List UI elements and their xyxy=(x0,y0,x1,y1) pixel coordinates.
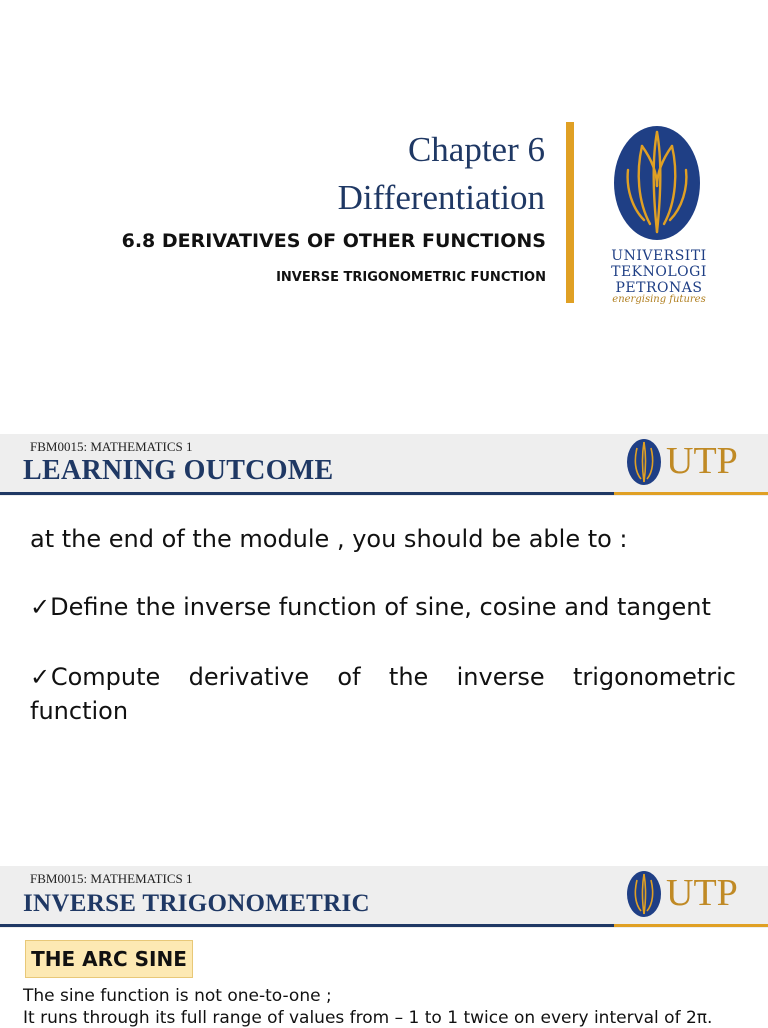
header-rule-blue xyxy=(0,492,614,495)
utp-brand: UTP xyxy=(666,872,738,914)
slide-header-inverse-trig xyxy=(0,866,768,928)
gold-divider xyxy=(566,122,574,303)
course-code: FBM0015: MATHEMATICS 1 xyxy=(30,439,193,454)
utp-small-logo-icon xyxy=(626,870,662,918)
course-code: FBM0015: MATHEMATICS 1 xyxy=(30,871,193,886)
outcome-item: ✓Compute derivative of the inverse trigonometric function xyxy=(30,663,736,725)
slide-heading: INVERSE TRIGONOMETRIC xyxy=(23,890,370,917)
logo-line-petronas: PETRONAS xyxy=(615,280,703,296)
logo-line-teknologi: TEKNOLOGI xyxy=(611,264,707,280)
title-slide xyxy=(0,0,768,420)
subsection-title: INVERSE TRIGONOMETRIC FUNCTION xyxy=(276,270,546,285)
utp-logo-icon xyxy=(612,124,702,242)
utp-brand: UTP xyxy=(666,440,738,482)
body-line: It runs through its full range of values from – 1 to 1 twice on every interval of 2π. xyxy=(23,1008,713,1028)
header-rule-gold xyxy=(614,924,768,927)
slide-heading: LEARNING OUTCOME xyxy=(23,455,334,486)
chapter-title: Chapter 6 xyxy=(407,130,545,169)
section-title: 6.8 DERIVATIVES OF OTHER FUNCTIONS xyxy=(121,230,546,252)
body-line: The sine function is not one-to-one ; xyxy=(23,986,332,1006)
logo-tagline: energising futures xyxy=(612,294,706,305)
logo-line-universiti: UNIVERSITI xyxy=(611,248,707,264)
intro-text: at the end of the module , you should be able to : xyxy=(30,525,628,553)
outcome-item: ✓Define the inverse function of sine, cosine and tangent xyxy=(30,593,711,621)
header-rule-gold xyxy=(614,492,768,495)
arc-sine-label-box: THE ARC SINE xyxy=(25,940,193,978)
header-rule-blue xyxy=(0,924,614,927)
slide-header-learning-outcome xyxy=(0,434,768,496)
utp-small-logo-icon xyxy=(626,438,662,486)
topic-title: Differentiation xyxy=(337,178,545,217)
